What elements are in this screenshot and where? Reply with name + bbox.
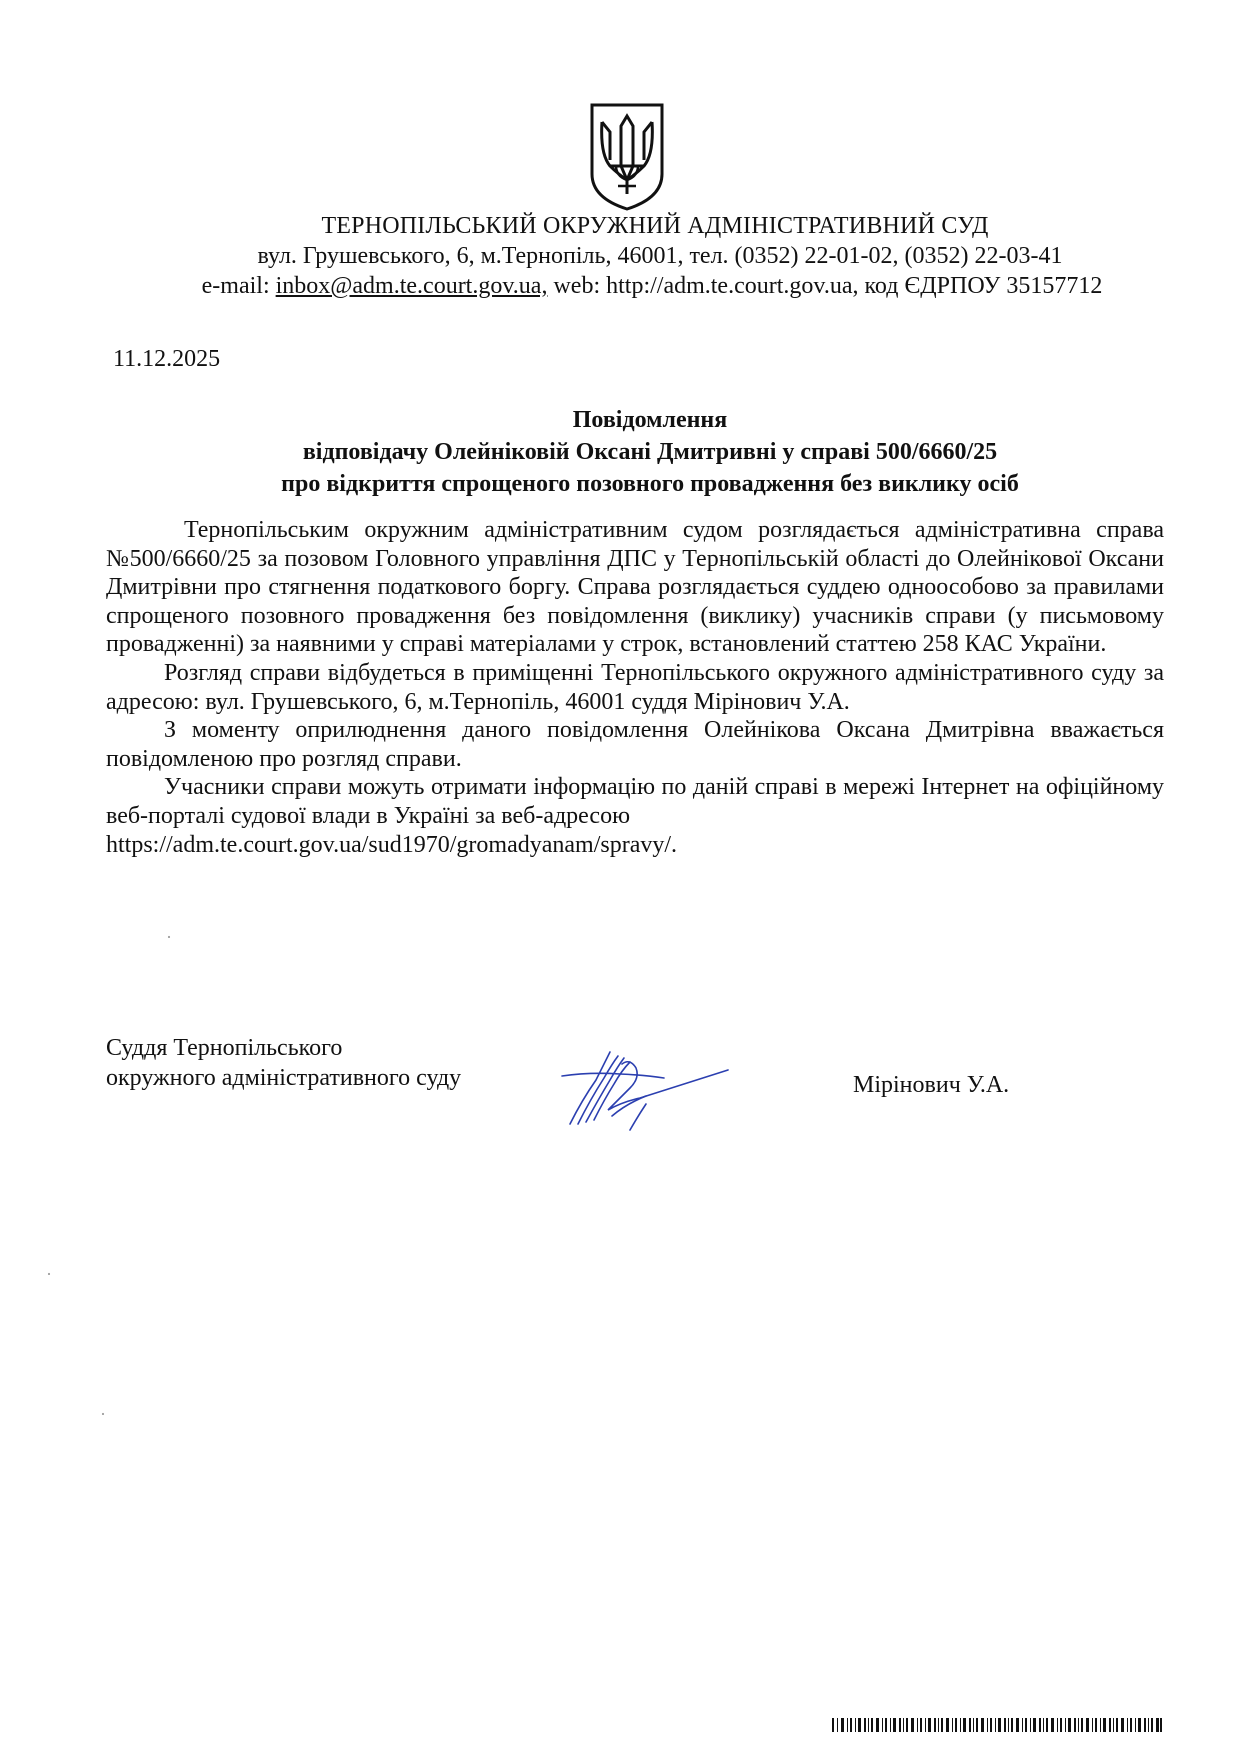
title-line-2: відповідачу Олейніковій Оксані Дмитривні у справі 500/6660/25 xyxy=(302,439,998,465)
judge-position xyxy=(106,1033,461,1093)
title-line-1: Повідомлення xyxy=(572,407,728,433)
email-label: e-mail: xyxy=(201,273,276,299)
judge-position-line-2: окружного адміністративного суду xyxy=(106,1065,462,1091)
court-contacts xyxy=(32,272,1240,300)
judge-position-line-1: Суддя Тернопільського xyxy=(106,1035,343,1061)
paragraph-notification: З моменту оприлюднення даного повідомлення Олейнікова Оксана Дмитрівна вважається повідомленою про розгляд справи. xyxy=(106,717,1164,772)
scan-speck: · xyxy=(166,927,172,947)
barcode-icon xyxy=(832,1718,1162,1732)
notice-body xyxy=(106,516,1164,859)
title-line-3: про відкриття спрощеного позовного провадження без виклику осіб xyxy=(281,471,1019,497)
scan-speck: · xyxy=(46,1264,52,1284)
email-link[interactable]: inbox@adm.te.court.gov.ua, xyxy=(275,273,548,299)
case-url-link[interactable]: https://adm.te.court.gov.ua/sud1970/gromadyanam/spravy/. xyxy=(106,831,678,858)
judge-name: Мірінович У.А. xyxy=(853,1072,1010,1098)
scan-speck: · xyxy=(100,1404,106,1424)
handwritten-signature xyxy=(560,1044,730,1134)
court-address: вул. Грушевського, 6, м.Тернопіль, 46001, тел. (0352) 22-01-02, (0352) 22-03-41 xyxy=(257,243,1063,269)
court-name: ТЕРНОПІЛЬСЬКИЙ ОКРУЖНИЙ АДМІНІСТРАТИВНИЙ СУД xyxy=(321,213,989,239)
paragraph-venue: Розгляд справи відбудеться в приміщенні Тернопільського окружного адміністративного суду за адресою: вул. Грушевського, 6, м.Тернопіль, 46001 суддя Мірінович У.А. xyxy=(106,659,1164,715)
paragraph-case-description: Тернопільським окружним адміністративним судом розглядається адміністративна справа №500/6660/25 за позовом Головного управління ДПС у Тернопільській області до Олейнікової Оксани Дмитрівни про стягнення податкового боргу. Справа розглядається суддею одноособово за правилами спрощеного позовного провадження без повідомлення (виклику) учасників справи (у письмовому провадженні) за наявними у справі матеріалами у строк, встановлений статтею 258 КАС України. xyxy=(106,517,1164,658)
web-and-code: web: http://adm.te.court.gov.ua, код ЄДРПОУ 35157712 xyxy=(547,273,1103,299)
trident-emblem-icon xyxy=(588,102,666,212)
paragraph-online-info: Учасники справи можуть отримати інформацію по даній справі в мережі Інтернет на офіційному веб-порталі судової влади в Україні за веб-адресою xyxy=(106,774,1164,829)
document-date: 11.12.2025 xyxy=(113,346,221,372)
notice-title xyxy=(150,404,1150,500)
